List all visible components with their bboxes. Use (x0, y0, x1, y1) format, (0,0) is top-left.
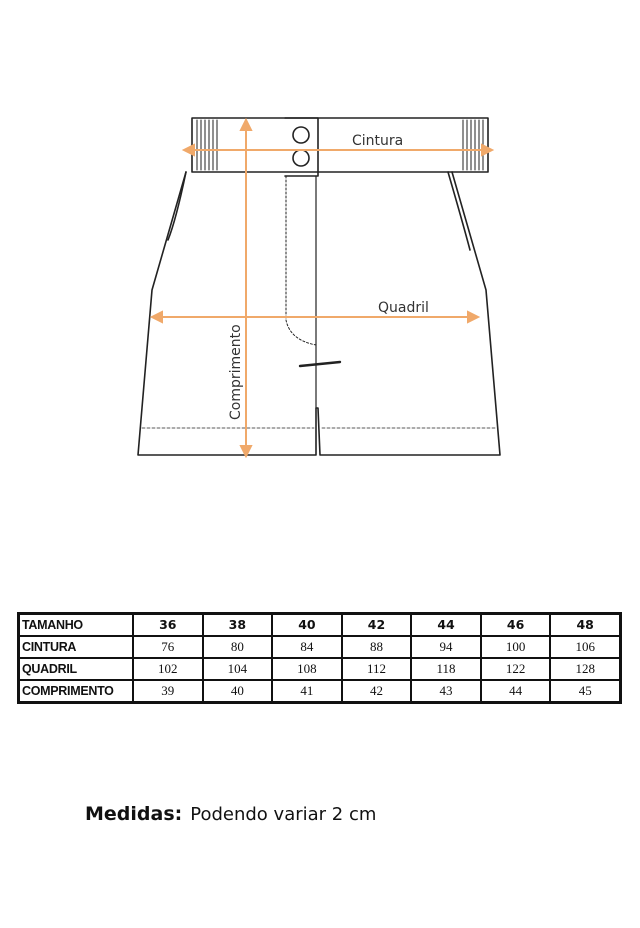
table-cell: 41 (272, 680, 342, 702)
table-cell: 108 (272, 658, 342, 680)
size-table (17, 612, 622, 704)
table-cell: 45 (550, 680, 620, 702)
table-cell: 100 (481, 636, 551, 658)
waist-label: Cintura (352, 133, 404, 149)
header-cell: 42 (342, 614, 412, 636)
header-cell: TAMANHO (19, 614, 133, 636)
table-cell: 122 (481, 658, 551, 680)
table-cell: 128 (550, 658, 620, 680)
header-cell: 44 (411, 614, 481, 636)
table-cell: 80 (203, 636, 273, 658)
table-row (19, 658, 620, 680)
hip-label: Quadril (378, 300, 429, 316)
table-row (19, 636, 620, 658)
header-cell: 48 (550, 614, 620, 636)
table-cell: 39 (133, 680, 203, 702)
note-text: Podendo variar 2 cm (190, 804, 377, 825)
shorts-body-outline (138, 172, 500, 455)
table-cell: 104 (203, 658, 273, 680)
button-top (293, 127, 309, 143)
table-cell: 94 (411, 636, 481, 658)
note-label: Medidas: (85, 803, 183, 825)
table-cell: 112 (342, 658, 412, 680)
header-cell: 36 (133, 614, 203, 636)
table-cell: 76 (133, 636, 203, 658)
measurement-note (85, 803, 376, 825)
length-label: Comprimento (228, 324, 244, 420)
table-cell: 43 (411, 680, 481, 702)
table-row (19, 680, 620, 702)
table-cell: 102 (133, 658, 203, 680)
row-label: COMPRIMENTO (19, 680, 133, 702)
header-cell: 40 (272, 614, 342, 636)
table-cell: 118 (411, 658, 481, 680)
table-cell: 44 (481, 680, 551, 702)
table-cell: 106 (550, 636, 620, 658)
waistband-outline (192, 118, 488, 172)
table-cell: 88 (342, 636, 412, 658)
table-cell: 40 (203, 680, 273, 702)
table-header-row (19, 614, 620, 636)
table-cell: 84 (272, 636, 342, 658)
header-cell: 38 (203, 614, 273, 636)
button-bottom (293, 150, 309, 166)
row-label: QUADRIL (19, 658, 133, 680)
pocket-right (448, 172, 470, 250)
table-cell: 42 (342, 680, 412, 702)
row-label: CINTURA (19, 636, 133, 658)
header-cell: 46 (481, 614, 551, 636)
